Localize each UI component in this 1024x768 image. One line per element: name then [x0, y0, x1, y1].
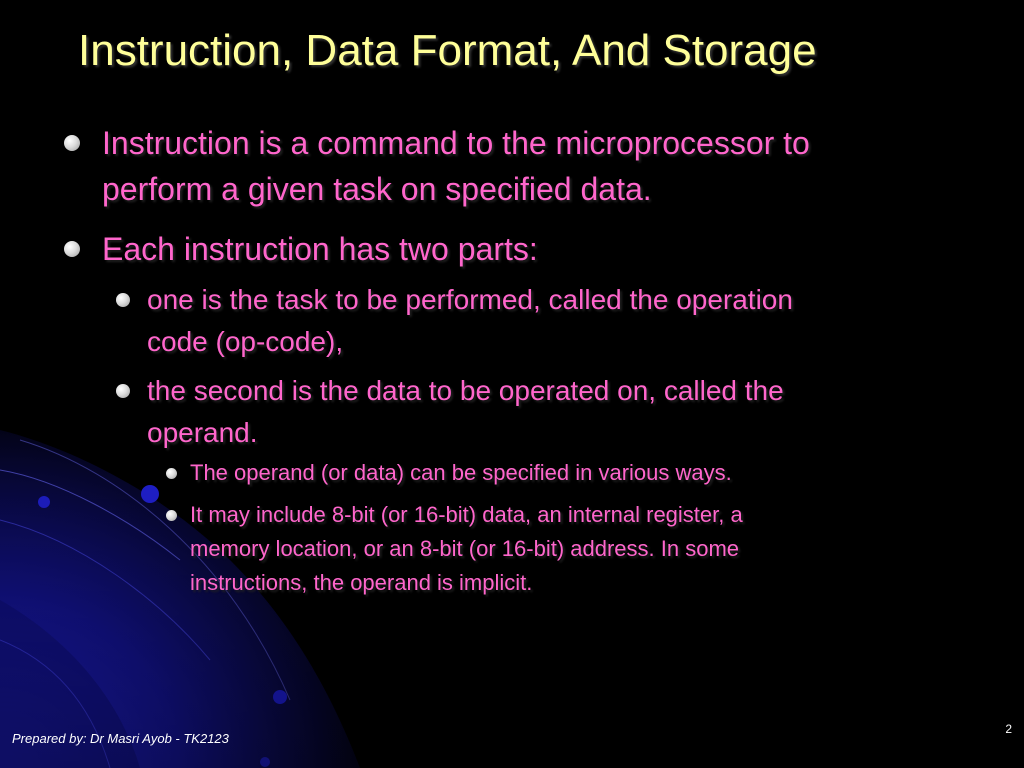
- page-number: 2: [1005, 722, 1012, 736]
- bullet-icon: [166, 468, 177, 479]
- bullet-item-level1: [102, 226, 538, 272]
- bullet-item-level2: [147, 279, 793, 363]
- bullet-text-line: The operand (or data) can be specified in various ways.: [190, 460, 732, 485]
- bullet-text-line: code (op-code),: [147, 326, 344, 357]
- bullet-item-level3: [190, 456, 732, 490]
- bullet-text-line: perform a given task on specified data.: [102, 171, 652, 207]
- bullet-icon: [116, 384, 130, 398]
- bullet-text-line: the second is the data to be operated on, called the: [147, 375, 784, 406]
- bullet-text-line: Instruction is a command to the microprocessor to: [102, 125, 810, 161]
- bullet-icon: [64, 241, 80, 257]
- bullet-text-line: memory location, or an 8-bit (or 16-bit) address. In some: [190, 536, 740, 561]
- bullet-icon: [166, 510, 177, 521]
- bullet-icon: [64, 135, 80, 151]
- bullet-item-level3: [190, 498, 743, 600]
- bullet-text-line: one is the task to be performed, called the operation: [147, 284, 793, 315]
- slide-title: Instruction, Data Format, And Storage: [78, 26, 817, 75]
- bullet-text-line: Each instruction has two parts:: [102, 231, 538, 267]
- bullet-icon: [116, 293, 130, 307]
- bullet-text-line: instructions, the operand is implicit.: [190, 570, 533, 595]
- bullet-text-line: It may include 8-bit (or 16-bit) data, an internal register, a: [190, 502, 743, 527]
- bullet-item-level1: [102, 120, 810, 212]
- bullet-text-line: operand.: [147, 417, 258, 448]
- footer-credit: Prepared by: Dr Masri Ayob - TK2123: [12, 731, 229, 746]
- bullet-item-level2: [147, 370, 784, 454]
